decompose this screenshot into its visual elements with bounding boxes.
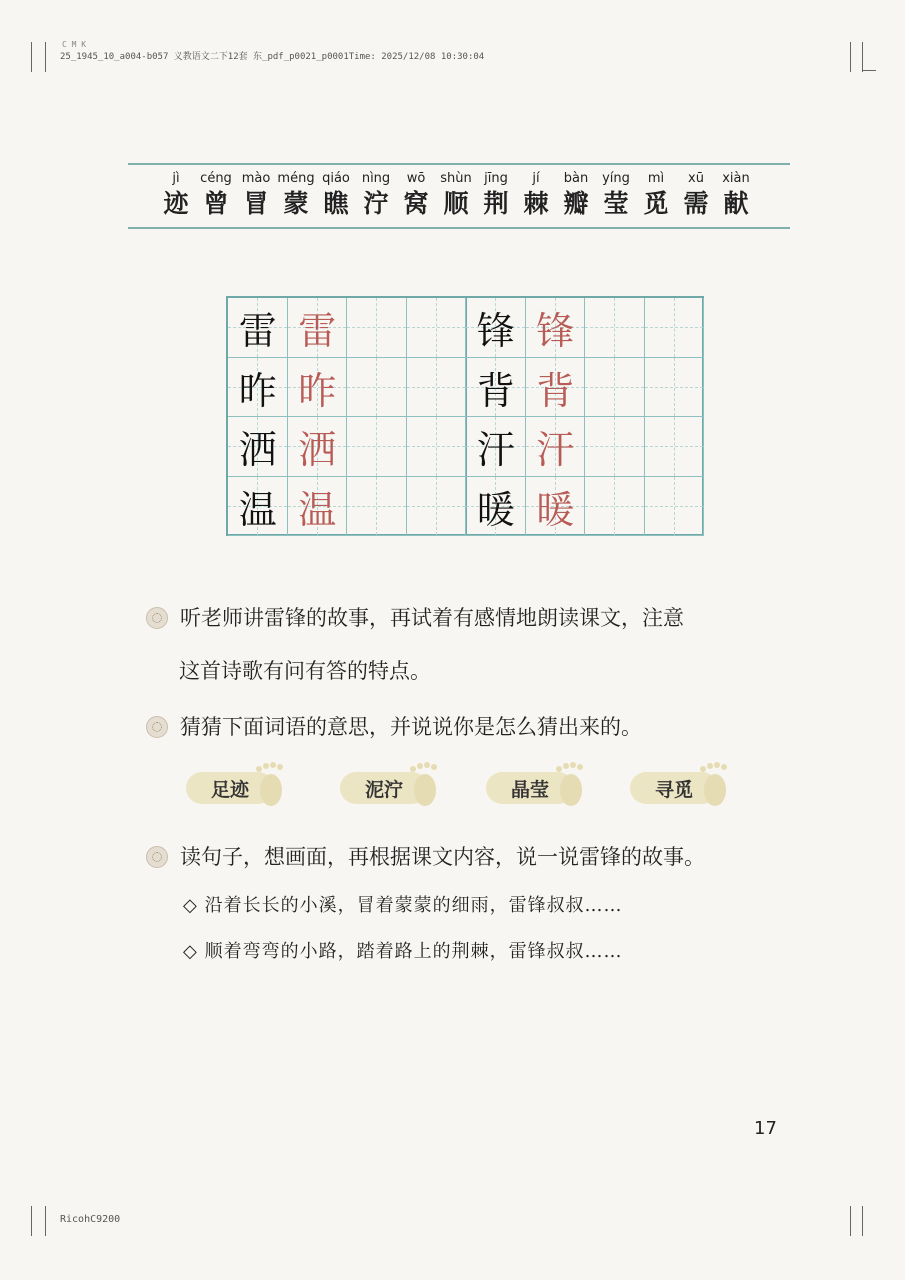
pinyin: céng (200, 171, 232, 186)
new-characters-band (128, 163, 790, 229)
crop-mark (862, 70, 876, 71)
crop-mark (850, 1206, 851, 1236)
print-header (60, 40, 484, 62)
task-2-text: 猜猜下面词语的意思，并说说你是怎么猜出来的。 (180, 715, 642, 739)
crop-mark (45, 42, 46, 72)
hanzi: 迹 (163, 189, 189, 218)
new-character (396, 171, 436, 219)
task-1-line-2: 这首诗歌有问有答的特点。 (179, 659, 431, 683)
model-character: 雷 (238, 309, 277, 354)
hanzi: 需 (683, 189, 709, 218)
new-character (716, 171, 756, 219)
word-text: 足迹 (210, 779, 249, 801)
pinyin: mào (241, 171, 271, 186)
model-character: 洒 (238, 428, 277, 473)
pinyin: jí (532, 171, 540, 186)
trace-character: 汗 (536, 428, 575, 473)
hanzi: 窝 (403, 189, 429, 218)
hanzi: 蒙 (283, 189, 309, 218)
grid-cell (407, 298, 467, 358)
pinyin: mì (647, 171, 665, 186)
grid-cell (645, 358, 705, 418)
hanzi: 顺 (443, 189, 469, 218)
new-character (356, 171, 396, 219)
grid-cell (645, 417, 705, 477)
crop-mark (862, 42, 863, 72)
trace-character: 雷 (298, 309, 337, 354)
hanzi: 泞 (363, 189, 389, 218)
grid-cell (407, 477, 467, 537)
task-1-line-1: 听老师讲雷锋的故事，再试着有感情地朗读课文，注意 (180, 606, 684, 630)
new-character (236, 171, 276, 219)
hanzi: 棘 (523, 189, 549, 218)
model-character: 暖 (476, 487, 515, 532)
model-character: 锋 (476, 309, 515, 354)
grid-cell (645, 477, 705, 537)
crop-mark (31, 1206, 32, 1236)
pinyin: nìng (361, 171, 391, 186)
grid-cell (407, 417, 467, 477)
hanzi: 冒 (243, 189, 269, 218)
crop-mark (850, 42, 851, 72)
print-footer: RicohC9200 (60, 1214, 121, 1225)
new-character (316, 171, 356, 219)
crop-mark (31, 42, 32, 72)
task-2 (146, 716, 642, 740)
new-character (596, 171, 636, 219)
band-bottom-line (128, 227, 790, 229)
new-character (676, 171, 716, 219)
grid-cell (585, 298, 645, 358)
word-item (630, 762, 730, 802)
hanzi: 瓣 (563, 189, 589, 218)
grid-cell (585, 477, 645, 537)
word-text: 泥泞 (364, 779, 403, 801)
word-list (180, 762, 740, 812)
model-character: 温 (238, 487, 277, 532)
pinyin: wō (406, 171, 426, 186)
pinyin: yíng (602, 171, 630, 186)
pinyin: jì (172, 171, 180, 186)
pinyin: bàn (563, 171, 589, 186)
trace-character: 温 (298, 487, 337, 532)
new-characters-list (156, 171, 756, 219)
word-item (186, 762, 286, 802)
new-character (476, 171, 516, 219)
pinyin: qiáo (322, 171, 350, 186)
word-text: 晶莹 (510, 779, 549, 801)
model-character: 汗 (476, 428, 515, 473)
trace-character: 暖 (536, 487, 575, 532)
grid-cell (347, 358, 407, 418)
hanzi: 荆 (483, 189, 509, 218)
grid-cell (645, 298, 705, 358)
model-character: 昨 (238, 368, 277, 413)
hanzi: 觅 (643, 189, 669, 218)
example-sentence-2: ◇ 顺着弯弯的小路，踏着路上的荆棘，雷锋叔叔…… (183, 941, 623, 962)
trace-character: 锋 (536, 309, 575, 354)
pinyin: jīng (484, 171, 508, 186)
new-character (196, 171, 236, 219)
grid-cell (347, 477, 407, 537)
word-text: 寻觅 (654, 779, 693, 801)
example-sentence-1: ◇ 沿着长长的小溪，冒着蒙蒙的细雨，雷锋叔叔…… (183, 895, 623, 916)
hanzi: 莹 (603, 189, 629, 218)
trace-character: 背 (536, 368, 575, 413)
new-character (516, 171, 556, 219)
writing-grid (226, 296, 704, 536)
task-3 (146, 846, 705, 870)
new-character (436, 171, 476, 219)
page-number: 17 (754, 1118, 777, 1139)
flower-bullet-icon (146, 716, 168, 738)
new-character (156, 171, 196, 219)
new-character (276, 171, 316, 219)
pinyin: shùn (440, 171, 472, 186)
model-character: 背 (476, 368, 515, 413)
grid-cell (347, 298, 407, 358)
trace-character: 洒 (298, 428, 337, 473)
trace-character: 昨 (298, 368, 337, 413)
new-character (556, 171, 596, 219)
grid-cell (407, 358, 467, 418)
band-top-line (128, 163, 790, 165)
pinyin: xū (688, 171, 704, 186)
task-3-text: 读句子，想画面，再根据课文内容，说一说雷锋的故事。 (180, 845, 705, 869)
print-job-info: 25_1945_10_a004-b057 义教语文二下12套 东_pdf_p0021_p0001Time: 2025/12/08 10:30:04 (60, 52, 485, 62)
hanzi: 献 (723, 189, 749, 218)
print-color-marks: C M K (62, 40, 87, 49)
word-item (340, 762, 440, 802)
pinyin: méng (277, 171, 315, 186)
hanzi: 瞧 (323, 189, 349, 218)
crop-mark (45, 1206, 46, 1236)
new-character (636, 171, 676, 219)
word-item (486, 762, 586, 802)
grid-cell (585, 358, 645, 418)
flower-bullet-icon (146, 846, 168, 868)
hanzi: 曾 (203, 189, 229, 218)
task-1 (146, 607, 684, 631)
crop-mark (862, 1206, 863, 1236)
grid-cell (585, 417, 645, 477)
flower-bullet-icon (146, 607, 168, 629)
pinyin: xiàn (722, 171, 750, 186)
grid-cell (347, 417, 407, 477)
